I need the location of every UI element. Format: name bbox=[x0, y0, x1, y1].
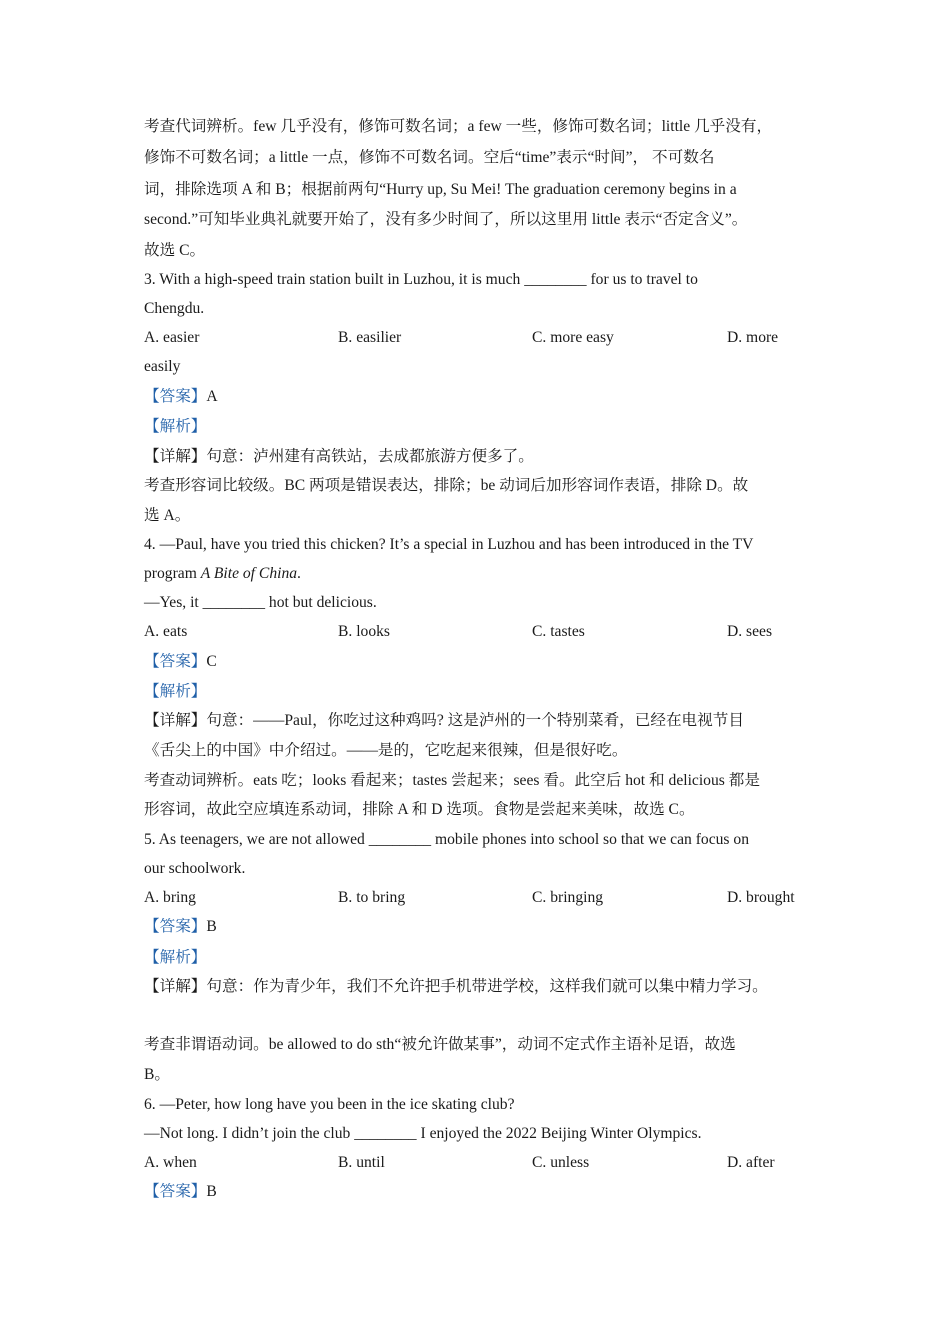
q4-analysis bbox=[144, 681, 206, 703]
q4-explain-line-1: 考查动词辨析。eats 吃；looks 看起来；tastes 尝起来；sees 看。此空后 hot 和 delicious 都是 bbox=[144, 772, 760, 789]
q5-option-b: B. to bring bbox=[338, 889, 406, 906]
q3-analysis bbox=[144, 416, 206, 438]
q5-option-c: C. bringing bbox=[532, 889, 604, 906]
detail-label: 【详解】 bbox=[144, 712, 207, 729]
q3-stem-line-2: Chengdu. bbox=[144, 300, 205, 317]
q4-answer-value: C bbox=[206, 653, 217, 670]
analysis-label: 【解析】 bbox=[144, 683, 207, 700]
program-title: A Bite of China bbox=[200, 565, 298, 582]
q3-option-a: A. easier bbox=[144, 329, 200, 346]
q3-option-d-wrap: easily bbox=[144, 358, 181, 375]
detail-label: 【详解】 bbox=[144, 978, 207, 995]
q3-answer bbox=[144, 386, 218, 408]
q6-option-b: B. until bbox=[338, 1154, 385, 1171]
q3-detail bbox=[144, 446, 534, 468]
intro-line-5: 故选 C。 bbox=[144, 242, 206, 259]
q3-explain-line-1: 考查形容词比较级。BC 两项是错误表达，排除；be 动词后加形容词作表语，排除 D。故 bbox=[144, 477, 749, 494]
q4-option-d: D. sees bbox=[727, 623, 773, 640]
q3-option-d: D. more bbox=[727, 329, 779, 346]
q3-detail-text: 句意：泸州建有高铁站，去成都旅游方便多了。 bbox=[206, 448, 534, 465]
intro-line-2: 修饰不可数名词；a little 一点，修饰不可数名词。空后“time”表示“时间”， 不可数名 bbox=[144, 149, 715, 166]
intro-line-1: 考查代词辨析。few 几乎没有，修饰可数名词；a few 一些，修饰可数名词；little 几乎没有， bbox=[144, 118, 773, 135]
q6-stem-line-2: —Not long. I didn’t join the club ________ I enjoyed the 2022 Beijing Winter Olympics. bbox=[144, 1125, 702, 1142]
q4-stem-line-2 bbox=[144, 563, 301, 585]
q4-answer bbox=[144, 651, 217, 673]
q5-stem-line-2: our schoolwork. bbox=[144, 860, 246, 877]
q4-detail-text: 句意：——Paul，你吃过这种鸡吗? 这是泸州的一个特别菜肴，已经在电视节目 bbox=[206, 712, 744, 729]
q3-option-c: C. more easy bbox=[532, 329, 614, 346]
q5-answer bbox=[144, 916, 217, 938]
q5-detail-text: 句意：作为青少年，我们不允许把手机带进学校，这样我们就可以集中精力学习。 bbox=[206, 978, 768, 995]
q4-stem-line-3: —Yes, it ________ hot but delicious. bbox=[144, 594, 377, 611]
q4-option-c: C. tastes bbox=[532, 623, 585, 640]
q4-stem-prefix: program bbox=[144, 565, 201, 582]
q6-option-c: C. unless bbox=[532, 1154, 590, 1171]
q3-explain-line-2: 选 A。 bbox=[144, 507, 191, 524]
intro-line-3: 词，排除选项 A 和 B；根据前两句“Hurry up, Su Mei! The graduation ceremony begins in a bbox=[144, 181, 737, 198]
q5-explain-line-1: 考查非谓语动词。be allowed to do sth“被允许做某事”，动词不定式作主语补足语，故选 bbox=[144, 1036, 736, 1053]
q4-stem-suffix: . bbox=[297, 565, 301, 582]
analysis-label: 【解析】 bbox=[144, 949, 207, 966]
q6-answer bbox=[144, 1181, 217, 1203]
answer-label: 【答案】 bbox=[144, 653, 207, 670]
q3-answer-value: A bbox=[206, 388, 218, 405]
q4-option-a: A. eats bbox=[144, 623, 188, 640]
q5-detail bbox=[144, 976, 768, 998]
answer-label: 【答案】 bbox=[144, 1183, 207, 1200]
answer-label: 【答案】 bbox=[144, 918, 207, 935]
q6-option-d: D. after bbox=[727, 1154, 775, 1171]
answer-label: 【答案】 bbox=[144, 388, 207, 405]
q4-explain-line-2: 形容词，故此空应填连系动词，排除 A 和 D 选项。食物是尝起来美味，故选 C。 bbox=[144, 801, 695, 818]
q5-answer-value: B bbox=[206, 918, 217, 935]
q5-explain-line-2: B。 bbox=[144, 1066, 170, 1083]
q3-stem-line-1: 3. With a high-speed train station built in Luzhou, it is much ________ for us to travel to bbox=[144, 271, 698, 288]
q6-stem-line-1: 6. —Peter, how long have you been in the ice skating club? bbox=[144, 1096, 515, 1113]
q4-detail-line-1 bbox=[144, 710, 744, 732]
q4-stem-line-1: 4. —Paul, have you tried this chicken? It’s a special in Luzhou and has been introduced in the TV bbox=[144, 536, 754, 553]
q5-stem-line-1: 5. As teenagers, we are not allowed ________ mobile phones into school so that we can focus on bbox=[144, 831, 749, 848]
q4-option-b: B. looks bbox=[338, 623, 390, 640]
q5-analysis bbox=[144, 947, 206, 969]
q4-detail-line-2: 《舌尖上的中国》中介绍过。——是的，它吃起来很辣，但是很好吃。 bbox=[144, 742, 628, 759]
q5-option-a: A. bring bbox=[144, 889, 196, 906]
q5-option-d: D. brought bbox=[727, 889, 795, 906]
analysis-label: 【解析】 bbox=[144, 418, 207, 435]
intro-line-4: second.”可知毕业典礼就要开始了，没有多少时间了，所以这里用 little 表示“否定含义”。 bbox=[144, 211, 748, 228]
q3-option-b: B. easilier bbox=[338, 329, 402, 346]
q6-answer-value: B bbox=[206, 1183, 217, 1200]
detail-label: 【详解】 bbox=[144, 448, 207, 465]
q6-option-a: A. when bbox=[144, 1154, 197, 1171]
